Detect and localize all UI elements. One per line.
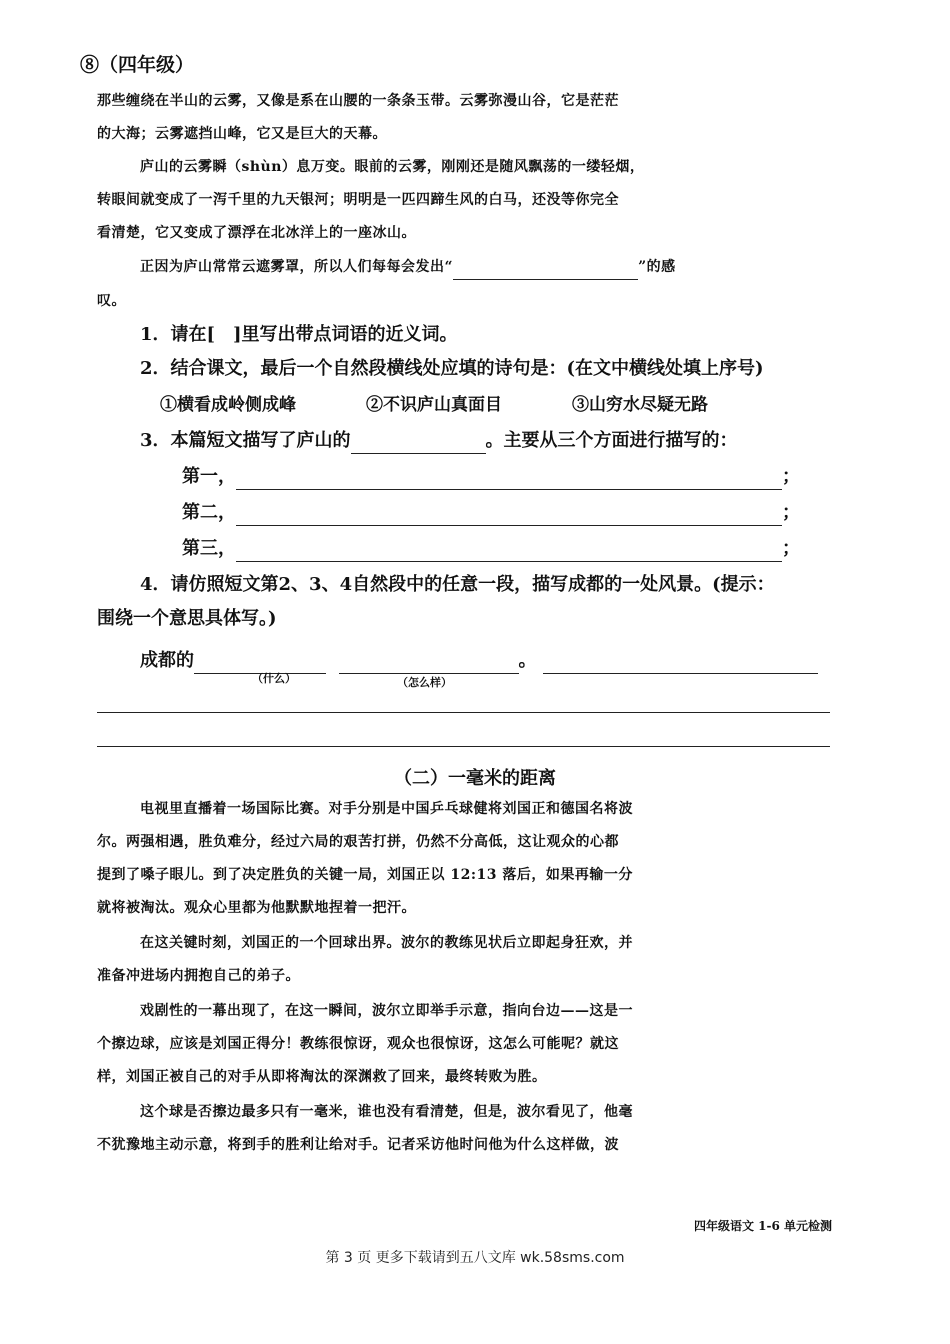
story-line: 戏剧性的一幕出现了，在这一瞬间，波尔立即举手示意，指向台边——这是一: [140, 1003, 633, 1019]
story-line: 个擦边球，应该是刘国正得分！教练很惊讶，观众也很惊讶，这怎么可能呢？就这: [97, 1036, 619, 1052]
story-line: 就将被淘汰。观众心里都为他默默地捏着一把汗。: [97, 900, 416, 916]
q3-item-1: [182, 464, 800, 490]
q4-answer-row: [140, 648, 818, 674]
q3-item-end: ；: [782, 466, 800, 487]
q4-hint-what: （什么）: [252, 672, 296, 685]
writing-line[interactable]: [97, 712, 830, 713]
question-4-line2: 围绕一个意思具体写。): [97, 608, 277, 629]
passage-last-line: [140, 254, 885, 280]
passage-line: 那些缠绕在半山的云雾，又像是系在山腰的一条条玉带。云雾弥漫山谷，它是茫茫: [97, 93, 619, 109]
question-2: 2．结合课文，最后一个自然段横线处应填的诗句是：(在文中横线处填上序号): [140, 358, 764, 379]
q3-item-3-blank[interactable]: [236, 541, 782, 562]
passage-last-prefix: 正因为庐山常常云遮雾罩，所以人们每每会发出“: [140, 259, 454, 275]
q3-item-label: 第二，: [182, 502, 236, 523]
option-2: ②不识庐山真面目: [366, 395, 502, 415]
story-line: 样，刘国正被自己的对手从即将淘汰的深渊救了回来，最终转败为胜。: [97, 1069, 547, 1085]
q3-item-2-blank[interactable]: [236, 505, 782, 526]
q4-how-blank[interactable]: [339, 653, 519, 674]
section-2-title: （二）一毫米的距离: [394, 768, 556, 789]
passage-line: 庐山的云雾瞬（shùn）息万变。眼前的云雾，刚刚还是随风飘荡的一缕轻烟，: [140, 159, 645, 175]
story-line: 这个球是否擦边最多只有一毫米，谁也没有看清楚，但是，波尔看见了，他毫: [140, 1104, 633, 1120]
footer-page-info: 第 3 页 更多下载请到五八文库 wk.58sms.com: [325, 1250, 625, 1266]
passage-line: 的大海；云雾遮挡山峰，它又是巨大的天幕。: [97, 126, 387, 142]
question-3: [140, 428, 738, 454]
option-1: ①横看成岭侧成峰: [160, 395, 296, 415]
q3-item-end: ；: [782, 502, 800, 523]
question-3-suffix: 。主要从三个方面进行描写的：: [485, 430, 738, 451]
poem-answer-blank[interactable]: [453, 259, 638, 280]
q3-item-2: [182, 500, 800, 526]
footer-unit-label: 四年级语文 1-6 单元检测: [693, 1219, 832, 1233]
q3-item-end: ；: [782, 538, 800, 559]
question-4-line1: 4．请仿照短文第2、3、4自然段中的任意一段，描写成都的一处风景。(提示：: [140, 574, 775, 595]
story-line: 提到了嗓子眼儿。到了决定胜负的关键一局，刘国正以 12:13 落后，如果再输一分: [97, 867, 633, 883]
question-3-prefix: 3．本篇短文描写了庐山的: [140, 430, 351, 451]
q3-item-label: 第三，: [182, 538, 236, 559]
q3-item-3: [182, 536, 800, 562]
section-header: ⑧（四年级）: [80, 54, 195, 76]
story-line: 在这关键时刻，刘国正的一个回球出界。波尔的教练见状后立即起身狂欢，并: [140, 935, 633, 951]
story-line: 尔。两强相遇，胜负难分，经过六局的艰苦打拼，仍然不分高低，这让观众的心都: [97, 834, 619, 850]
q4-hint-how: （怎么样）: [397, 676, 452, 689]
story-line: 准备冲进场内拥抱自己的弟子。: [97, 968, 300, 984]
q4-separator: 。: [518, 650, 537, 671]
writing-line[interactable]: [97, 746, 830, 747]
q4-prefix: 成都的: [140, 650, 194, 671]
q3-item-1-blank[interactable]: [236, 469, 782, 490]
passage-last-suffix: ”的感: [638, 259, 676, 275]
story-line: 电视里直播着一场国际比赛。对手分别是中国乒乓球健将刘国正和德国名将波: [140, 801, 633, 817]
q3-answer-blank[interactable]: [351, 433, 486, 454]
passage-line: 叹。: [97, 293, 126, 309]
option-3: ③山穷水尽疑无路: [572, 395, 708, 415]
q4-sentence-blank[interactable]: [543, 653, 818, 674]
passage-line: 转眼间就变成了一泻千里的九天银河；明明是一匹四蹄生风的白马，还没等你完全: [97, 192, 619, 208]
story-line: 不犹豫地主动示意，将到手的胜利让给对手。记者采访他时问他为什么这样做，波: [97, 1137, 619, 1153]
q3-item-label: 第一，: [182, 466, 236, 487]
question-1: 1．请在[ ]里写出带点词语的近义词。: [140, 324, 458, 345]
passage-line: 看清楚，它又变成了漂浮在北冰洋上的一座冰山。: [97, 225, 416, 241]
